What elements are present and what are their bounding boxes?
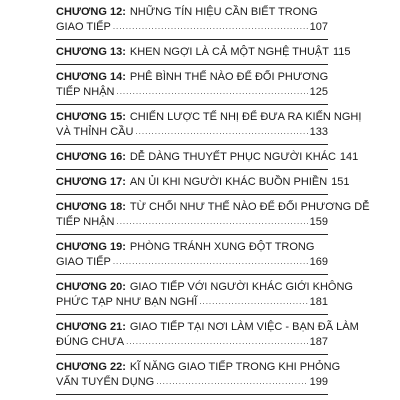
dot-leader: [113, 255, 308, 270]
divider: [56, 104, 328, 105]
chapter-label: CHƯƠNG 12:: [56, 6, 126, 18]
chapter-label: CHƯƠNG 13:: [56, 46, 126, 58]
chapter-label: CHƯƠNG 15:: [56, 111, 126, 123]
chapter-title-continued: GIAO TIẾP: [56, 21, 111, 33]
dot-leader: [116, 215, 307, 230]
chapter-label: CHƯƠNG 21:: [56, 321, 126, 333]
dot-leader: [156, 375, 307, 390]
chapter-title: GIAO TIẾP VỚI NGƯỜI KHÁC GIỚI KHÔNG: [129, 281, 353, 293]
page-number: 133: [309, 126, 328, 138]
chapter-label: CHƯƠNG 14:: [56, 71, 126, 83]
chapter-label: CHƯƠNG 17:: [56, 176, 126, 188]
divider: [56, 169, 328, 170]
divider: [56, 394, 328, 395]
chapter-title: PHÒNG TRÁNH XUNG ĐỘT TRONG: [129, 241, 315, 253]
page-number: 187: [309, 336, 328, 348]
toc-entry-15[interactable]: [56, 110, 362, 140]
table-of-contents: [56, 5, 370, 400]
chapter-title-continued: TIẾP NHẬN: [56, 86, 115, 98]
chapter-title-continued: TIẾP NHẬN: [56, 216, 115, 228]
chapter-title: PHÊ BÌNH THẾ NÀO ĐỂ ĐỐI PHƯƠNG: [129, 71, 329, 83]
page-number: 151: [331, 176, 350, 188]
divider: [56, 354, 328, 355]
divider: [56, 194, 328, 195]
page-number: 181: [309, 296, 328, 308]
chapter-title-continued: GIAO TIẾP: [56, 256, 111, 268]
chapter-title: CHIẾN LƯỢC TẾ NHỊ ĐỂ ĐƯA RA KIẾN NGHỊ: [129, 111, 362, 123]
divider: [56, 274, 328, 275]
toc-entry-16[interactable]: [56, 150, 359, 165]
chapter-label: CHƯƠNG 22:: [56, 361, 126, 373]
chapter-title: TỪ CHỐI NHƯ THẾ NÀO ĐỂ ĐỐI PHƯƠNG DỄ: [129, 201, 370, 213]
page-number: 199: [309, 376, 328, 388]
divider: [56, 64, 328, 65]
chapter-label: CHƯƠNG 18:: [56, 201, 126, 213]
toc-entry-19[interactable]: [56, 240, 328, 270]
divider: [56, 234, 328, 235]
divider: [56, 314, 328, 315]
toc-entry-12[interactable]: [56, 5, 328, 35]
toc-entry-17[interactable]: [56, 175, 350, 190]
dot-leader: [135, 125, 307, 140]
toc-entry-20[interactable]: [56, 280, 353, 310]
dot-leader: [116, 85, 307, 100]
toc-entry-14[interactable]: [56, 70, 328, 100]
chapter-title: AN ỦI KHI NGƯỜI KHÁC BUỒN PHIỀN: [129, 176, 328, 188]
page-number: 107: [309, 21, 328, 33]
chapter-title: KHEN NGỢI LÀ CẢ MỘT NGHỆ THUẬT: [129, 46, 329, 58]
dot-leader: [113, 20, 308, 35]
chapter-label: CHƯƠNG 19:: [56, 241, 126, 253]
chapter-title-continued: VÀ THỈNH CẦU: [56, 126, 134, 138]
page-number: 169: [309, 256, 328, 268]
page-number: 115: [332, 46, 351, 58]
page-number: 125: [309, 86, 328, 98]
chapter-title: NHỮNG TÍN HIỆU CẦN BIẾT TRONG: [129, 6, 318, 18]
dot-leader: [199, 295, 307, 310]
chapter-title-continued: VẤN TUYỂN DỤNG: [56, 376, 155, 388]
chapter-title-continued: ĐÚNG CHƯA: [56, 336, 125, 348]
chapter-label: CHƯƠNG 16:: [56, 151, 126, 163]
toc-entry-13[interactable]: [56, 45, 351, 60]
divider: [56, 144, 328, 145]
chapter-title: DỄ DÀNG THUYẾT PHỤC NGƯỜI KHÁC: [129, 151, 336, 163]
page-number: 159: [309, 216, 328, 228]
chapter-label: CHƯƠNG 20:: [56, 281, 126, 293]
page-number: 141: [339, 151, 359, 163]
toc-entry-21[interactable]: [56, 320, 359, 350]
toc-entry-18[interactable]: [56, 200, 370, 230]
toc-entry-22[interactable]: [56, 360, 341, 390]
chapter-title: KĨ NĂNG GIAO TIẾP TRONG KHI PHỎNG: [129, 361, 341, 373]
dot-leader: [126, 335, 308, 350]
chapter-title: GIAO TIẾP TẠI NƠI LÀM VIỆC - BẠN ĐÃ LÀM: [129, 321, 359, 333]
divider: [56, 39, 328, 40]
chapter-title-continued: PHỨC TẠP NHƯ BẠN NGHĨ: [56, 296, 198, 308]
